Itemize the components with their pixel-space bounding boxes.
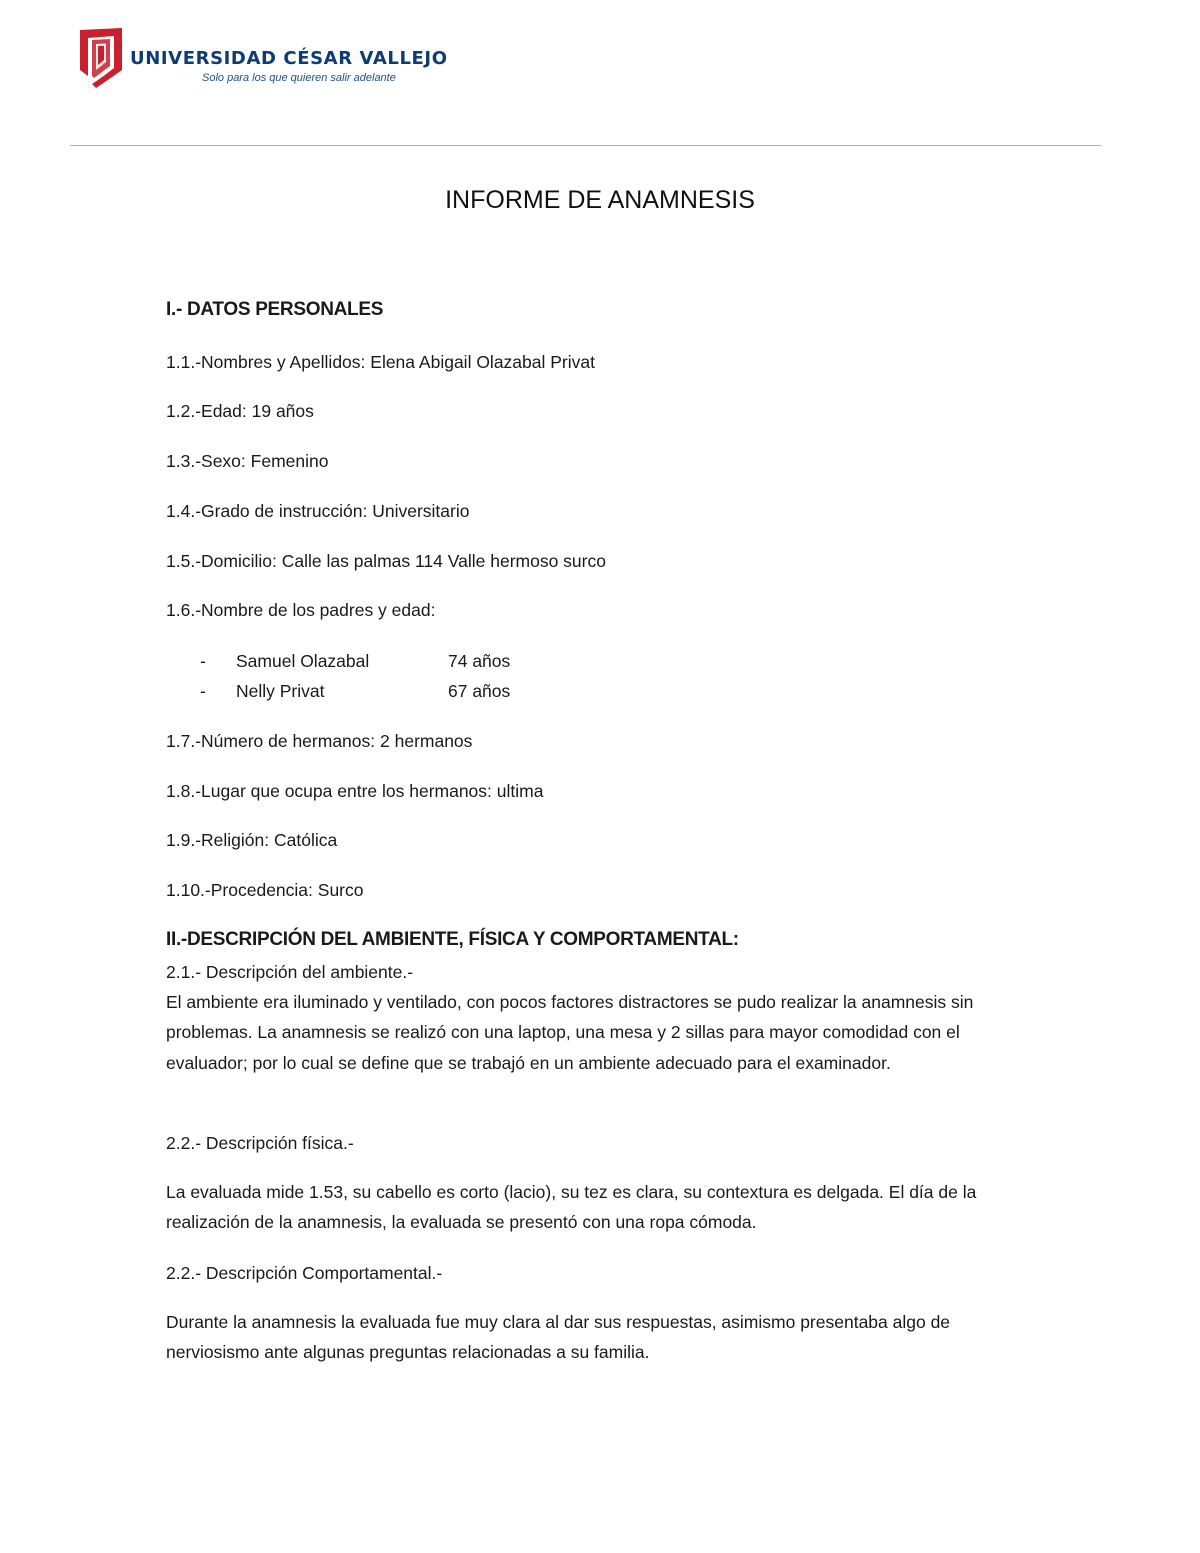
subsection-fisica-title: 2.2.- Descripción física.- [166,1133,354,1153]
field-value: Católica [269,830,338,850]
parent-name: Nelly Privat [236,681,325,701]
field-label: 1.1.-Nombres y Apellidos: [166,352,366,372]
field-label: 1.8.-Lugar que ocupa entre los hermanos: [166,781,492,801]
subsection-ambiente-title: 2.1.- Descripción del ambiente.- [166,962,414,982]
university-tagline: Solo para los que quieren salir adelante [202,72,396,84]
field-procedencia [166,880,363,900]
field-label: 1.7.-Número de hermanos: [166,731,376,751]
university-name: UNIVERSIDAD CÉSAR VALLEJO [130,48,448,69]
field-value: Femenino [245,451,329,471]
field-edad [166,401,314,421]
subsection-comportamental-text: Durante la anamnesis la evaluada fue muy clara al dar sus respuestas, asimismo presentaba algo de nerviosismo ante algunas preguntas relacionadas a su familia. [166,1312,951,1363]
field-padres [166,600,435,620]
field-label: 1.9.-Religión: [166,830,270,850]
field-value: 19 años [246,401,314,421]
bullet: - [200,681,206,701]
field-religion [166,830,337,850]
field-value: Elena Abigail Olazabal Privat [365,352,595,372]
field-grado [166,501,469,521]
field-lugar [166,781,543,801]
subsection-fisica-text: La evaluada mide 1.53, su cabello es corto (lacio), su tez es clara, su contextura es delgada. El día de la realización de la anamnesis, la evaluada se presentó con una ropa cómoda. [166,1182,977,1233]
field-value: Universitario [367,501,470,521]
field-label: 1.2.-Edad: [166,401,247,421]
field-sexo [166,451,328,471]
field-label: 1.3.-Sexo: [166,451,246,471]
parent-age: 67 años [448,681,511,701]
subsection-ambiente-text: El ambiente era iluminado y ventilado, con pocos factores distractores se pudo realizar la anamnesis sin problemas. La anamnesis se realizó con una laptop, una mesa y 2 sillas para mayor comodidad con el evaluador; por lo cual se define que se trabajó en un ambiente adecuado para el examinador. [166,992,974,1073]
field-value: Surco [312,880,364,900]
field-value: Calle las palmas 114 Valle hermoso surco [276,551,606,571]
field-label: 1.6.-Nombre de los padres y edad: [166,600,436,620]
university-shield-icon [78,26,124,90]
field-label: 1.5.-Domicilio: [166,551,277,571]
field-value: ultima [491,781,544,801]
university-logo [78,26,448,90]
parent-age: 74 años [448,651,511,671]
field-nombres [166,352,595,372]
field-value: 2 hermanos [375,731,473,751]
parent-row [166,681,566,701]
field-label: 1.4.-Grado de instrucción: [166,501,368,521]
subsection-comportamental-title: 2.2.- Descripción Comportamental.- [166,1263,443,1283]
parent-row [166,651,566,671]
section-1-heading: I.- DATOS PERSONALES [166,299,384,320]
header-rule [70,145,1101,146]
document-title: INFORME DE ANAMNESIS [445,186,755,214]
parent-name: Samuel Olazabal [236,651,370,671]
field-domicilio [166,551,606,571]
bullet: - [200,651,206,671]
field-hermanos [166,731,472,751]
field-label: 1.10.-Procedencia: [166,880,313,900]
section-2-heading: II.-DESCRIPCIÓN DEL AMBIENTE, FÍSICA Y COMPORTAMENTAL: [166,929,739,950]
